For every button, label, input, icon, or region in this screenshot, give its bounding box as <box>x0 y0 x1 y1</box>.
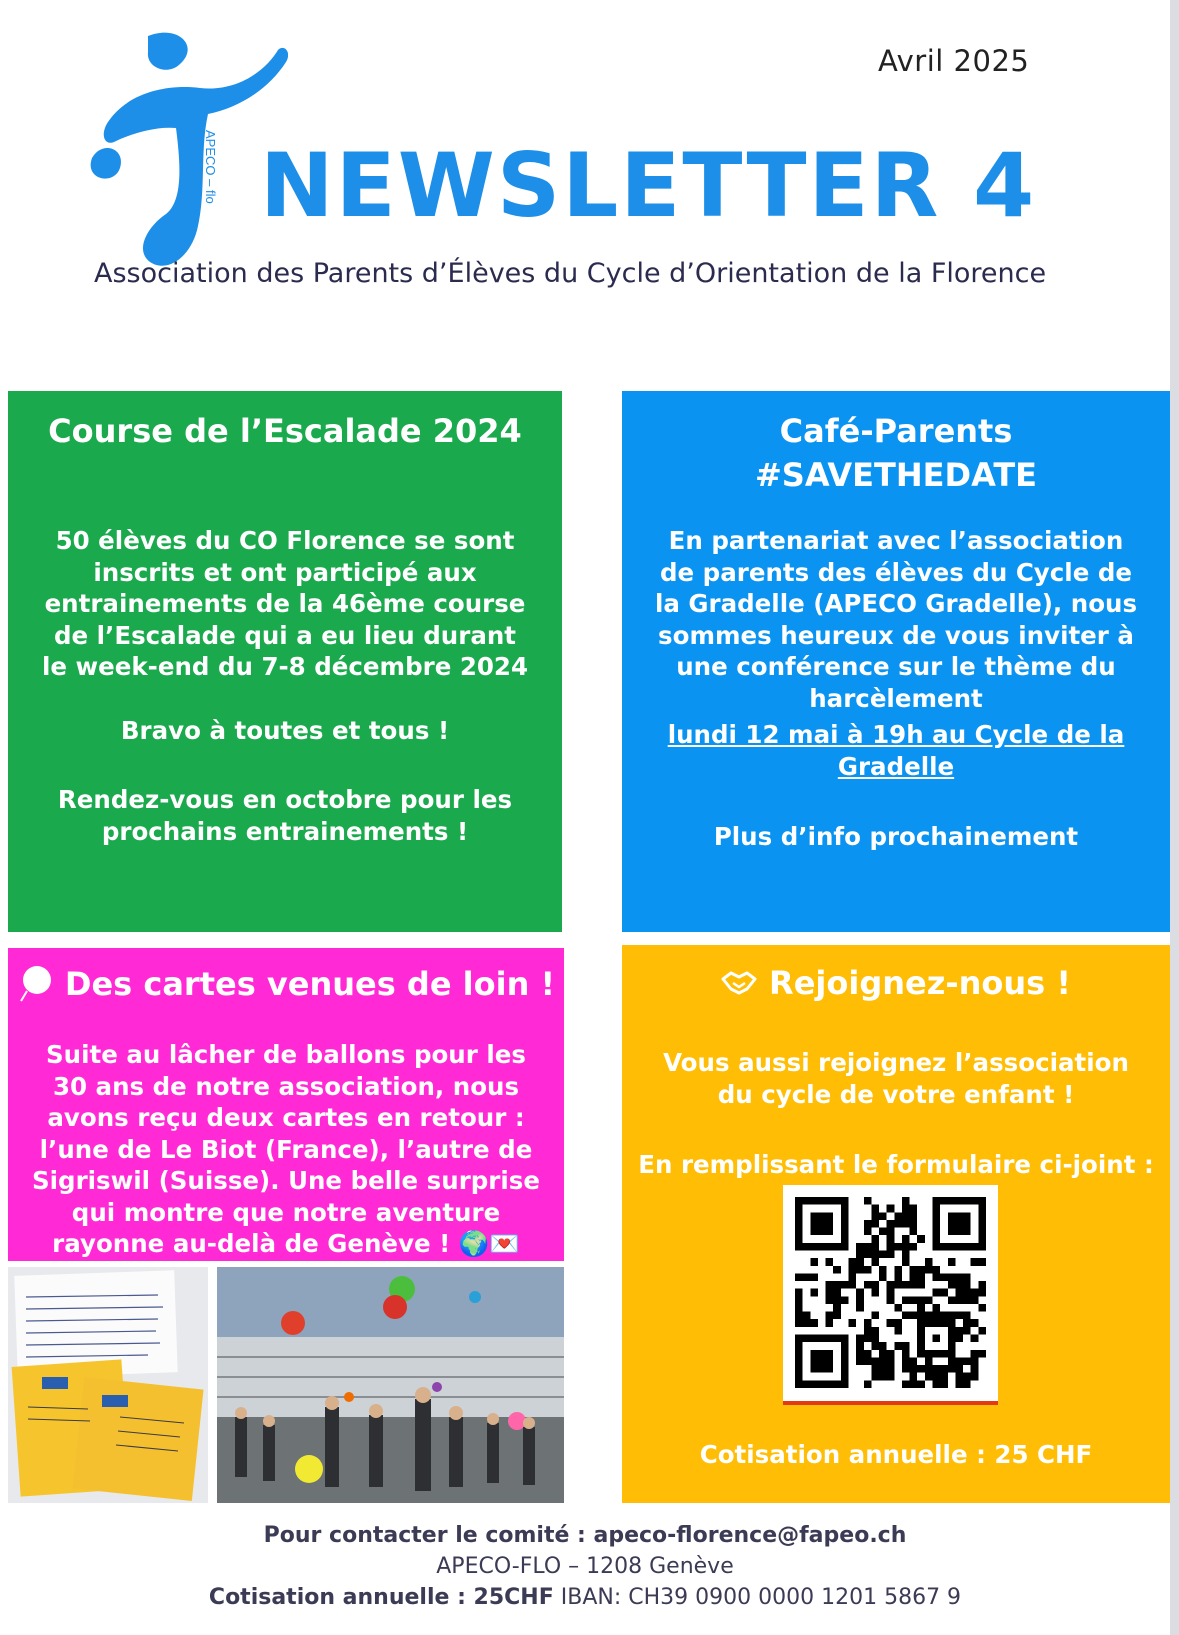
rejoindre-title-text: Rejoignez-nous ! <box>769 964 1071 1002</box>
escalade-section <box>8 391 562 932</box>
association-subtitle: Association des Parents d’Élèves du Cycle d’Orientation de la Florence <box>94 258 1047 289</box>
cafe-text: En partenariat avec l’association de parents des élèves du Cycle de la Gradelle (APECO Gradelle), nous sommes heureux de vous inviter à une conférence sur le thème du harcèlement <box>654 526 1138 713</box>
cafe-more-info: Plus d’info prochainement <box>713 822 1079 851</box>
issue-date: Avril 2025 <box>878 44 1030 78</box>
footer-iban: IBAN: CH39 0900 0000 1201 5867 9 <box>560 1585 962 1610</box>
cafe-date-link[interactable]: lundi 12 mai à 19h au Cycle de la Gradelle <box>667 720 1125 781</box>
footer-contact[interactable]: Pour contacter le comité : apeco-florence@fapeo.ch <box>263 1523 907 1548</box>
cafe-title-line1: Café-Parents <box>779 412 1013 450</box>
rejoindre-text: Vous aussi rejoignez l’association du cycle de votre enfant ! <box>663 1048 1129 1109</box>
qr-underline <box>783 1401 998 1405</box>
page-title: NEWSLETTER 4 <box>260 134 1037 237</box>
rejoindre-section <box>622 945 1170 1503</box>
footer-cotisation: Cotisation annuelle : 25CHF <box>208 1585 554 1610</box>
handshake-icon <box>721 969 757 997</box>
escalade-title: Course de l’Escalade 2024 <box>48 412 522 450</box>
balloon-release-photo <box>217 1267 564 1503</box>
rejoindre-form-text: En remplissant le formulaire ci-joint : <box>638 1150 1154 1179</box>
cartes-title <box>8 962 564 1006</box>
qr-code[interactable] <box>783 1185 998 1401</box>
cafe-parents-section <box>622 391 1170 932</box>
footer-address: APECO-FLO – 1208 Genève <box>436 1554 734 1579</box>
page-edge <box>1170 0 1179 1635</box>
cartes-section <box>8 948 564 1261</box>
balloon-icon <box>17 965 53 1003</box>
postcards-photo <box>8 1267 208 1503</box>
cafe-title-line2: #SAVETHEDATE <box>754 456 1038 494</box>
cartes-text: Suite au lâcher de ballons pour les 30 ans de notre association, nous avons reçu deux cartes en retour : l’une de Le Biot (France), l’autre de Sigriswil (Suisse). Une belle surprise qui montre que notre aventure rayonne au-delà de Genève ! 🌍💌 <box>31 1040 540 1258</box>
escalade-rendezvous: Rendez-vous en octobre pour les prochains entrainements ! <box>57 785 513 846</box>
cartes-title-text: Des cartes venues de loin ! <box>64 965 556 1003</box>
apeco-logo <box>88 30 288 270</box>
cafe-title <box>622 409 1170 497</box>
logo-text: APECO – flo <box>203 130 218 204</box>
escalade-text: 50 élèves du CO Florence se sont inscrits et ont participé aux entrainements de la 46ème course de l’Escalade qui a eu lieu durant le week-end du 7-8 décembre 2024 <box>41 526 529 681</box>
rejoindre-title <box>622 961 1170 1005</box>
escalade-bravo: Bravo à toutes et tous ! <box>120 716 450 745</box>
rejoindre-cotisation: Cotisation annuelle : 25 CHF <box>699 1440 1093 1469</box>
footer-payment <box>0 1585 1170 1610</box>
